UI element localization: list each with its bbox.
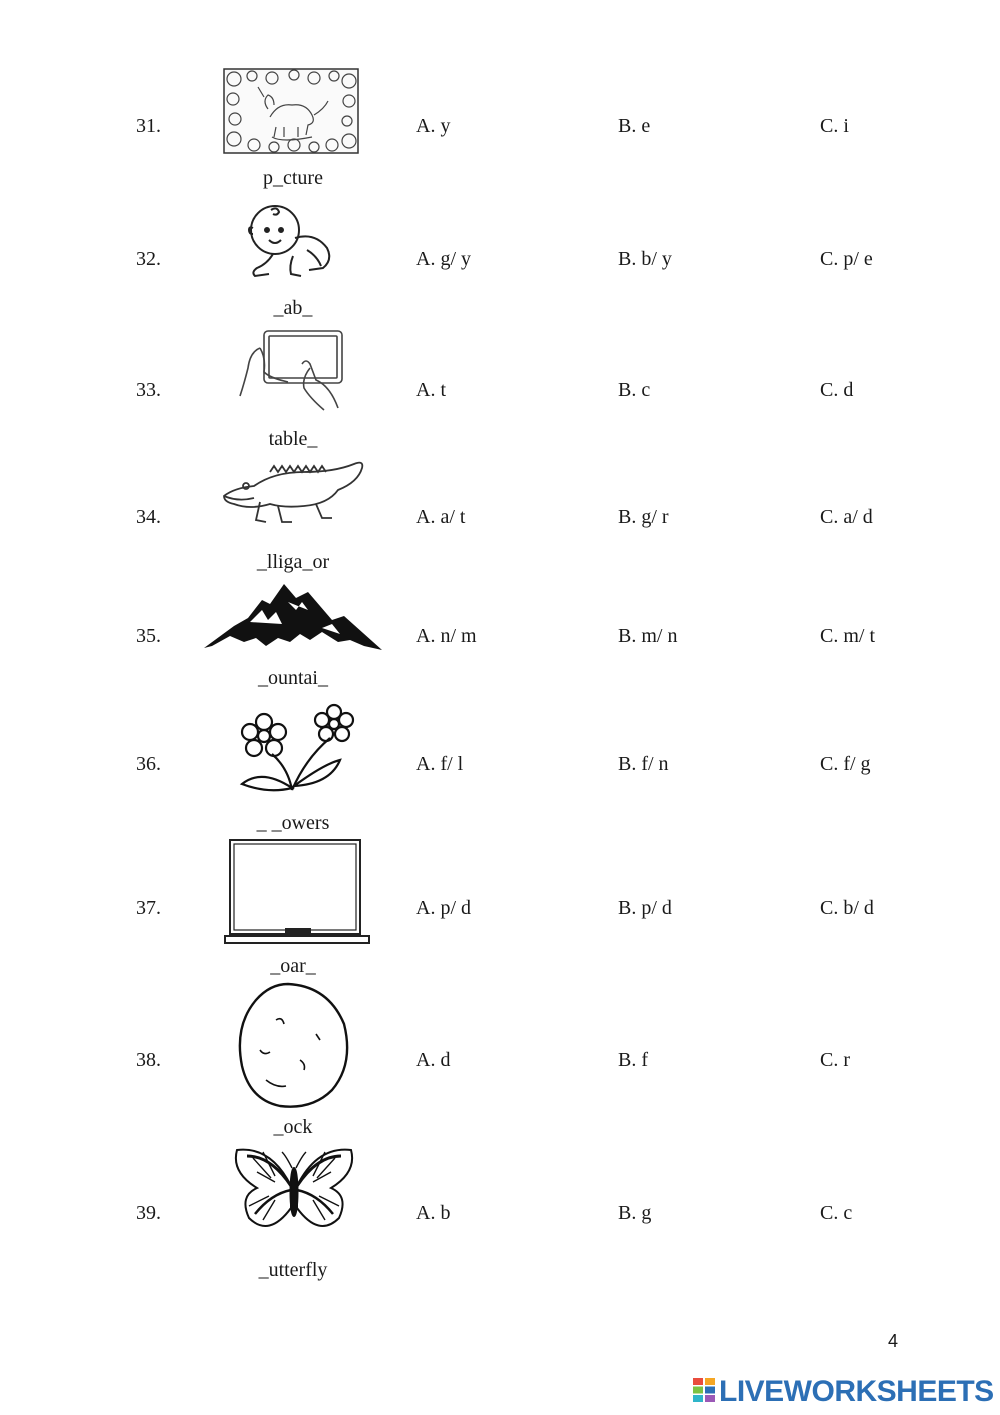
option-c[interactable]: C. r <box>820 1049 850 1071</box>
option-b[interactable]: B. e <box>618 115 651 137</box>
option-a[interactable]: A. y <box>416 115 451 137</box>
word-blank: table_ <box>268 428 318 450</box>
option-a[interactable]: A. t <box>416 379 446 401</box>
question-number: 38. <box>136 1049 161 1071</box>
option-c[interactable]: C. f/ g <box>820 753 871 775</box>
question-number: 37. <box>136 897 161 919</box>
question-number: 39. <box>136 1202 161 1224</box>
question-number: 33. <box>136 379 161 401</box>
option-a[interactable]: A. d <box>416 1049 451 1071</box>
option-a[interactable]: A. b <box>416 1202 451 1224</box>
word-blank: _ab_ <box>273 297 313 319</box>
unicorn-picture-icon <box>222 67 360 155</box>
word-blank: _ountai_ <box>258 667 328 689</box>
option-b[interactable]: B. g <box>618 1202 652 1224</box>
question-number: 32. <box>136 248 161 270</box>
option-b[interactable]: B. f <box>618 1049 648 1071</box>
option-b[interactable]: B. c <box>618 379 651 401</box>
question-number: 31. <box>136 115 161 137</box>
flowers-icon <box>230 700 360 794</box>
baby-icon <box>245 200 337 282</box>
option-a[interactable]: A. n/ m <box>416 625 477 647</box>
option-c[interactable]: C. a/ d <box>820 506 873 528</box>
option-c[interactable]: C. b/ d <box>820 897 874 919</box>
liveworksheets-brand[interactable] <box>693 1375 994 1409</box>
rock-icon <box>236 980 352 1110</box>
option-b[interactable]: B. m/ n <box>618 625 678 647</box>
board-icon <box>224 838 370 948</box>
mountain-icon <box>204 580 384 656</box>
liveworksheets-logo-icon <box>693 1378 715 1407</box>
question-number: 34. <box>136 506 161 528</box>
option-b[interactable]: B. b/ y <box>618 248 672 270</box>
word-blank: _ock <box>273 1116 313 1138</box>
tablet-icon <box>238 328 348 414</box>
word-blank: _ _owers <box>256 812 330 834</box>
option-a[interactable]: A. p/ d <box>416 897 471 919</box>
alligator-icon <box>220 458 366 534</box>
word-blank: _oar_ <box>270 955 316 977</box>
word-blank: _utterfly <box>258 1259 328 1281</box>
option-a[interactable]: A. f/ l <box>416 753 464 775</box>
brand-name: LIVEWORKSHEETS <box>719 1375 994 1408</box>
word-blank: p_cture <box>263 167 323 189</box>
option-c[interactable]: C. m/ t <box>820 625 876 647</box>
option-c[interactable]: C. i <box>820 115 849 137</box>
option-a[interactable]: A. a/ t <box>416 506 466 528</box>
page-number: 4 <box>888 1331 899 1351</box>
option-a[interactable]: A. g/ y <box>416 248 471 270</box>
option-c[interactable]: C. p/ e <box>820 248 873 270</box>
option-c[interactable]: C. d <box>820 379 854 401</box>
option-b[interactable]: B. f/ n <box>618 753 669 775</box>
question-number: 36. <box>136 753 161 775</box>
butterfly-icon <box>233 1146 355 1238</box>
option-c[interactable]: C. c <box>820 1202 853 1224</box>
question-number: 35. <box>136 625 161 647</box>
option-b[interactable]: B. p/ d <box>618 897 672 919</box>
word-blank: _lliga_or <box>256 551 330 573</box>
option-b[interactable]: B. g/ r <box>618 506 669 528</box>
